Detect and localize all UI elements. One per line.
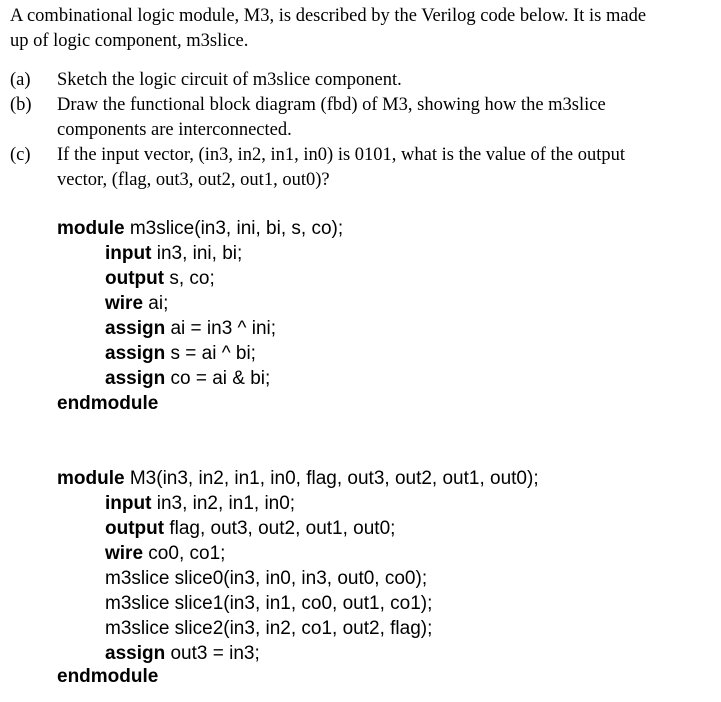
code-line (105, 268, 215, 290)
code-text: m3slice slice0(in3, in0, in3, out0, co0); (105, 568, 428, 589)
code-text: co0, co1; (143, 543, 226, 564)
code-keyword: module (57, 468, 125, 489)
code-keyword: assign (105, 343, 166, 364)
code-text: M3(in3, in2, in1, in0, flag, out3, out2, out1, out0); (124, 468, 539, 489)
code-text: ai = in3 ^ ini; (165, 318, 277, 339)
question-c-text-line-2: vector, (flag, out3, out2, out1, out0)? (57, 170, 330, 190)
code-keyword: module (57, 218, 125, 239)
question-c-text-line-1: If the input vector, (in3, in2, in1, in0) is 0101, what is the value of the output (57, 145, 626, 165)
code-text: flag, out3, out2, out1, out0; (164, 518, 396, 539)
code-line (105, 343, 256, 365)
code-text: in3, ini, bi; (151, 243, 243, 264)
code-line (57, 666, 158, 688)
code-text: s = ai ^ bi; (165, 343, 256, 364)
code-keyword: assign (105, 318, 166, 339)
question-b-text-line-1: Draw the functional block diagram (fbd) of M3, showing how the m3slice (57, 95, 606, 115)
question-a-mark: (a) (10, 70, 31, 90)
code-keyword: assign (105, 368, 166, 389)
code-keyword: endmodule (57, 666, 159, 687)
code-keyword: input (105, 493, 152, 514)
code-text: m3slice slice1(in3, in1, co0, out1, co1); (105, 593, 433, 614)
code-line (105, 618, 432, 640)
code-text: out3 = in3; (165, 643, 260, 664)
intro-line-2 (10, 31, 248, 52)
code-line (105, 518, 395, 540)
code-keyword: assign (105, 643, 166, 664)
code-keyword: endmodule (57, 393, 159, 414)
code-text: ai; (143, 293, 169, 314)
question-a-text: Sketch the logic circuit of m3slice component. (57, 70, 402, 90)
code-line (105, 368, 270, 390)
code-text: s, co; (164, 268, 215, 289)
intro-text-1: A combinational logic module, M3, is described by the Verilog code below. It is made (10, 6, 647, 26)
code-text: m3slice(in3, ini, bi, s, co); (124, 218, 344, 239)
code-keyword: output (105, 518, 165, 539)
question-b-text-line-2: components are interconnected. (57, 120, 292, 140)
code-line (105, 243, 242, 265)
code-line (105, 643, 260, 665)
question-c-mark: (c) (10, 145, 31, 165)
code-text: in3, in2, in1, in0; (151, 493, 296, 514)
code-line (57, 468, 539, 490)
question-b-mark: (b) (10, 95, 32, 115)
code-line (105, 543, 225, 565)
code-line (57, 218, 343, 240)
code-text: co = ai & bi; (165, 368, 271, 389)
code-keyword: output (105, 268, 165, 289)
code-line (57, 393, 158, 415)
code-line (105, 493, 295, 515)
code-line (105, 593, 432, 615)
code-text: m3slice slice2(in3, in2, co1, out2, flag); (105, 618, 433, 639)
code-keyword: wire (105, 293, 144, 314)
code-keyword: wire (105, 543, 144, 564)
code-line (105, 293, 168, 315)
intro-line-1 (10, 6, 646, 27)
intro-text-2: up of logic component, m3slice. (10, 31, 249, 51)
code-keyword: input (105, 243, 152, 264)
code-line (105, 318, 276, 340)
code-line (105, 568, 427, 590)
